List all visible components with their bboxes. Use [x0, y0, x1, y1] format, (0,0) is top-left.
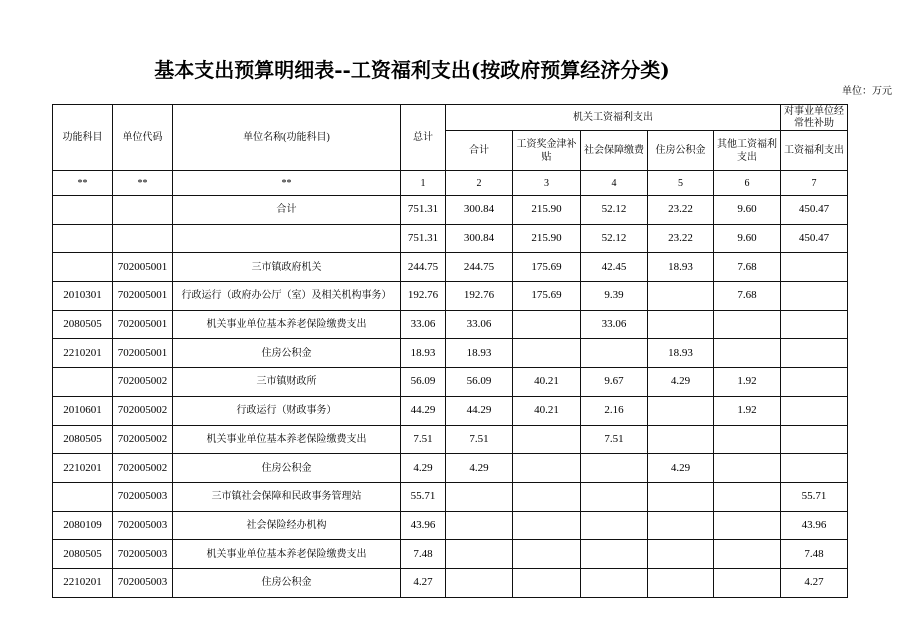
- index-cell: 4: [581, 171, 648, 196]
- cell-unit-name: 合计: [173, 196, 401, 225]
- cell-func-code: [53, 224, 113, 253]
- index-cell: 5: [648, 171, 714, 196]
- cell-subtotal: 18.93: [446, 339, 513, 368]
- cell-func-code: 2080109: [53, 511, 113, 540]
- cell-subtotal: [446, 568, 513, 597]
- cell-social-security: 2.16: [581, 396, 648, 425]
- cell-unit-name: 三市镇政府机关: [173, 253, 401, 282]
- cell-wage-bonus: [513, 339, 581, 368]
- cell-total: 244.75: [401, 253, 446, 282]
- cell-func-code: 2080505: [53, 425, 113, 454]
- header-unit-code: 单位代码: [113, 105, 173, 171]
- cell-func-code: 2210201: [53, 568, 113, 597]
- cell-subsidy-salary: 4.27: [781, 568, 848, 597]
- table-row: [53, 511, 848, 540]
- cell-other-welfare: 9.60: [714, 196, 781, 225]
- cell-housing-fund: 18.93: [648, 253, 714, 282]
- cell-unit-code: [113, 196, 173, 225]
- cell-housing-fund: 4.29: [648, 368, 714, 397]
- cell-unit-code: [113, 224, 173, 253]
- cell-social-security: 42.45: [581, 253, 648, 282]
- cell-unit-name: 机关事业单位基本养老保险缴费支出: [173, 425, 401, 454]
- cell-unit-name: [173, 224, 401, 253]
- cell-total: 192.76: [401, 282, 446, 311]
- index-row: [53, 171, 848, 196]
- cell-wage-bonus: 215.90: [513, 196, 581, 225]
- cell-other-welfare: [714, 310, 781, 339]
- cell-total: 56.09: [401, 368, 446, 397]
- cell-wage-bonus: [513, 425, 581, 454]
- table-header: [53, 105, 848, 196]
- cell-housing-fund: [648, 425, 714, 454]
- cell-other-welfare: [714, 339, 781, 368]
- cell-other-welfare: [714, 454, 781, 483]
- cell-unit-name: 行政运行（政府办公厅（室）及相关机构事务）: [173, 282, 401, 311]
- cell-func-code: 2010301: [53, 282, 113, 311]
- header-subtotal: 合计: [446, 131, 513, 171]
- cell-unit-name: 行政运行（财政事务）: [173, 396, 401, 425]
- index-cell: 6: [714, 171, 781, 196]
- header-other-welfare: 其他工资福利支出: [714, 131, 781, 171]
- cell-func-code: [53, 253, 113, 282]
- cell-subtotal: 300.84: [446, 224, 513, 253]
- header-org-salary-group: 机关工资福利支出: [446, 105, 781, 131]
- cell-func-code: 2080505: [53, 540, 113, 569]
- cell-subtotal: 300.84: [446, 196, 513, 225]
- cell-total: 751.31: [401, 224, 446, 253]
- cell-total: 33.06: [401, 310, 446, 339]
- table-row: [53, 568, 848, 597]
- cell-subsidy-salary: 450.47: [781, 196, 848, 225]
- cell-unit-code: 702005002: [113, 425, 173, 454]
- cell-social-security: [581, 511, 648, 540]
- table-row: [53, 540, 848, 569]
- cell-other-welfare: [714, 568, 781, 597]
- table-row: [53, 482, 848, 511]
- cell-unit-name: 社会保险经办机构: [173, 511, 401, 540]
- cell-wage-bonus: [513, 310, 581, 339]
- cell-total: 751.31: [401, 196, 446, 225]
- cell-total: 18.93: [401, 339, 446, 368]
- cell-housing-fund: [648, 540, 714, 569]
- cell-subtotal: 192.76: [446, 282, 513, 311]
- cell-unit-code: 702005003: [113, 540, 173, 569]
- cell-subtotal: 44.29: [446, 396, 513, 425]
- header-social-security: 社会保障缴费: [581, 131, 648, 171]
- cell-unit-code: 702005002: [113, 368, 173, 397]
- cell-wage-bonus: 215.90: [513, 224, 581, 253]
- cell-subsidy-salary: [781, 425, 848, 454]
- cell-other-welfare: [714, 511, 781, 540]
- cell-housing-fund: [648, 396, 714, 425]
- cell-func-code: 2210201: [53, 454, 113, 483]
- cell-total: 55.71: [401, 482, 446, 511]
- index-cell: **: [113, 171, 173, 196]
- cell-other-welfare: 1.92: [714, 396, 781, 425]
- cell-unit-code: 702005002: [113, 396, 173, 425]
- cell-unit-code: 702005001: [113, 253, 173, 282]
- cell-social-security: 9.67: [581, 368, 648, 397]
- cell-other-welfare: 9.60: [714, 224, 781, 253]
- index-cell: 3: [513, 171, 581, 196]
- header-func-subject: 功能科目: [53, 105, 113, 171]
- cell-other-welfare: [714, 540, 781, 569]
- cell-unit-code: 702005003: [113, 482, 173, 511]
- cell-func-code: [53, 196, 113, 225]
- cell-social-security: [581, 568, 648, 597]
- index-cell: **: [53, 171, 113, 196]
- cell-func-code: 2080505: [53, 310, 113, 339]
- cell-subsidy-salary: 7.48: [781, 540, 848, 569]
- cell-social-security: [581, 482, 648, 511]
- cell-subsidy-salary: 43.96: [781, 511, 848, 540]
- table-row: [53, 339, 848, 368]
- cell-subtotal: 56.09: [446, 368, 513, 397]
- table-row: [53, 282, 848, 311]
- cell-unit-code: 702005001: [113, 282, 173, 311]
- index-cell: **: [173, 171, 401, 196]
- table-row: [53, 224, 848, 253]
- cell-unit-name: 三市镇财政所: [173, 368, 401, 397]
- cell-other-welfare: [714, 425, 781, 454]
- cell-total: 44.29: [401, 396, 446, 425]
- cell-social-security: 52.12: [581, 224, 648, 253]
- cell-wage-bonus: 40.21: [513, 368, 581, 397]
- header-total: 总计: [401, 105, 446, 171]
- cell-housing-fund: 4.29: [648, 454, 714, 483]
- cell-wage-bonus: [513, 540, 581, 569]
- cell-unit-name: 住房公积金: [173, 454, 401, 483]
- header-row-top: [53, 105, 848, 131]
- unit-label: 单位：万元: [842, 86, 892, 97]
- index-cell: 1: [401, 171, 446, 196]
- table-row: [53, 196, 848, 225]
- cell-other-welfare: 1.92: [714, 368, 781, 397]
- cell-housing-fund: [648, 568, 714, 597]
- header-subsidy-salary: 工资福利支出: [781, 131, 848, 171]
- header-unit-name: 单位名称(功能科目): [173, 105, 401, 171]
- cell-social-security: 7.51: [581, 425, 648, 454]
- cell-subsidy-salary: [781, 310, 848, 339]
- cell-other-welfare: 7.68: [714, 253, 781, 282]
- cell-total: 43.96: [401, 511, 446, 540]
- cell-unit-name: 机关事业单位基本养老保险缴费支出: [173, 310, 401, 339]
- cell-total: 4.27: [401, 568, 446, 597]
- index-cell: 2: [446, 171, 513, 196]
- cell-unit-code: 702005002: [113, 454, 173, 483]
- cell-unit-code: 702005003: [113, 568, 173, 597]
- cell-func-code: 2010601: [53, 396, 113, 425]
- cell-subsidy-salary: [781, 368, 848, 397]
- cell-unit-name: 三市镇社会保障和民政事务管理站: [173, 482, 401, 511]
- cell-subtotal: 4.29: [446, 454, 513, 483]
- table-body: [53, 196, 848, 598]
- cell-housing-fund: [648, 282, 714, 311]
- cell-housing-fund: [648, 310, 714, 339]
- cell-total: 4.29: [401, 454, 446, 483]
- index-cell: 7: [781, 171, 848, 196]
- page-title: 基本支出预算明细表--工资福利支出(按政府预算经济分类): [154, 58, 670, 82]
- cell-social-security: [581, 454, 648, 483]
- header-subsidy-group: 对事业单位经常性补助: [781, 105, 848, 131]
- table-row: [53, 425, 848, 454]
- header-wage-bonus: 工资奖金津补贴: [513, 131, 581, 171]
- cell-unit-code: 702005001: [113, 310, 173, 339]
- cell-subsidy-salary: [781, 454, 848, 483]
- table-row: [53, 396, 848, 425]
- cell-subsidy-salary: 450.47: [781, 224, 848, 253]
- cell-other-welfare: [714, 482, 781, 511]
- cell-wage-bonus: [513, 511, 581, 540]
- cell-housing-fund: 18.93: [648, 339, 714, 368]
- cell-total: 7.51: [401, 425, 446, 454]
- cell-subsidy-salary: [781, 396, 848, 425]
- cell-housing-fund: 23.22: [648, 224, 714, 253]
- cell-func-code: 2210201: [53, 339, 113, 368]
- cell-subsidy-salary: [781, 282, 848, 311]
- cell-wage-bonus: [513, 568, 581, 597]
- cell-wage-bonus: 175.69: [513, 282, 581, 311]
- cell-subsidy-salary: 55.71: [781, 482, 848, 511]
- cell-housing-fund: [648, 511, 714, 540]
- cell-unit-name: 机关事业单位基本养老保险缴费支出: [173, 540, 401, 569]
- cell-subtotal: [446, 482, 513, 511]
- cell-housing-fund: 23.22: [648, 196, 714, 225]
- cell-social-security: 9.39: [581, 282, 648, 311]
- cell-unit-name: 住房公积金: [173, 339, 401, 368]
- table-row: [53, 253, 848, 282]
- header-housing-fund: 住房公积金: [648, 131, 714, 171]
- cell-unit-code: 702005003: [113, 511, 173, 540]
- table-row: [53, 368, 848, 397]
- cell-unit-code: 702005001: [113, 339, 173, 368]
- table-row: [53, 310, 848, 339]
- cell-wage-bonus: 40.21: [513, 396, 581, 425]
- cell-subsidy-salary: [781, 339, 848, 368]
- table-row: [53, 454, 848, 483]
- cell-social-security: [581, 540, 648, 569]
- cell-func-code: [53, 482, 113, 511]
- cell-subtotal: 244.75: [446, 253, 513, 282]
- cell-other-welfare: 7.68: [714, 282, 781, 311]
- cell-subtotal: 7.51: [446, 425, 513, 454]
- cell-subtotal: 33.06: [446, 310, 513, 339]
- cell-unit-name: 住房公积金: [173, 568, 401, 597]
- cell-wage-bonus: 175.69: [513, 253, 581, 282]
- cell-wage-bonus: [513, 454, 581, 483]
- cell-wage-bonus: [513, 482, 581, 511]
- budget-table: [52, 104, 848, 598]
- cell-func-code: [53, 368, 113, 397]
- cell-total: 7.48: [401, 540, 446, 569]
- cell-social-security: [581, 339, 648, 368]
- cell-subsidy-salary: [781, 253, 848, 282]
- cell-social-security: 33.06: [581, 310, 648, 339]
- cell-social-security: 52.12: [581, 196, 648, 225]
- cell-housing-fund: [648, 482, 714, 511]
- cell-subtotal: [446, 540, 513, 569]
- cell-subtotal: [446, 511, 513, 540]
